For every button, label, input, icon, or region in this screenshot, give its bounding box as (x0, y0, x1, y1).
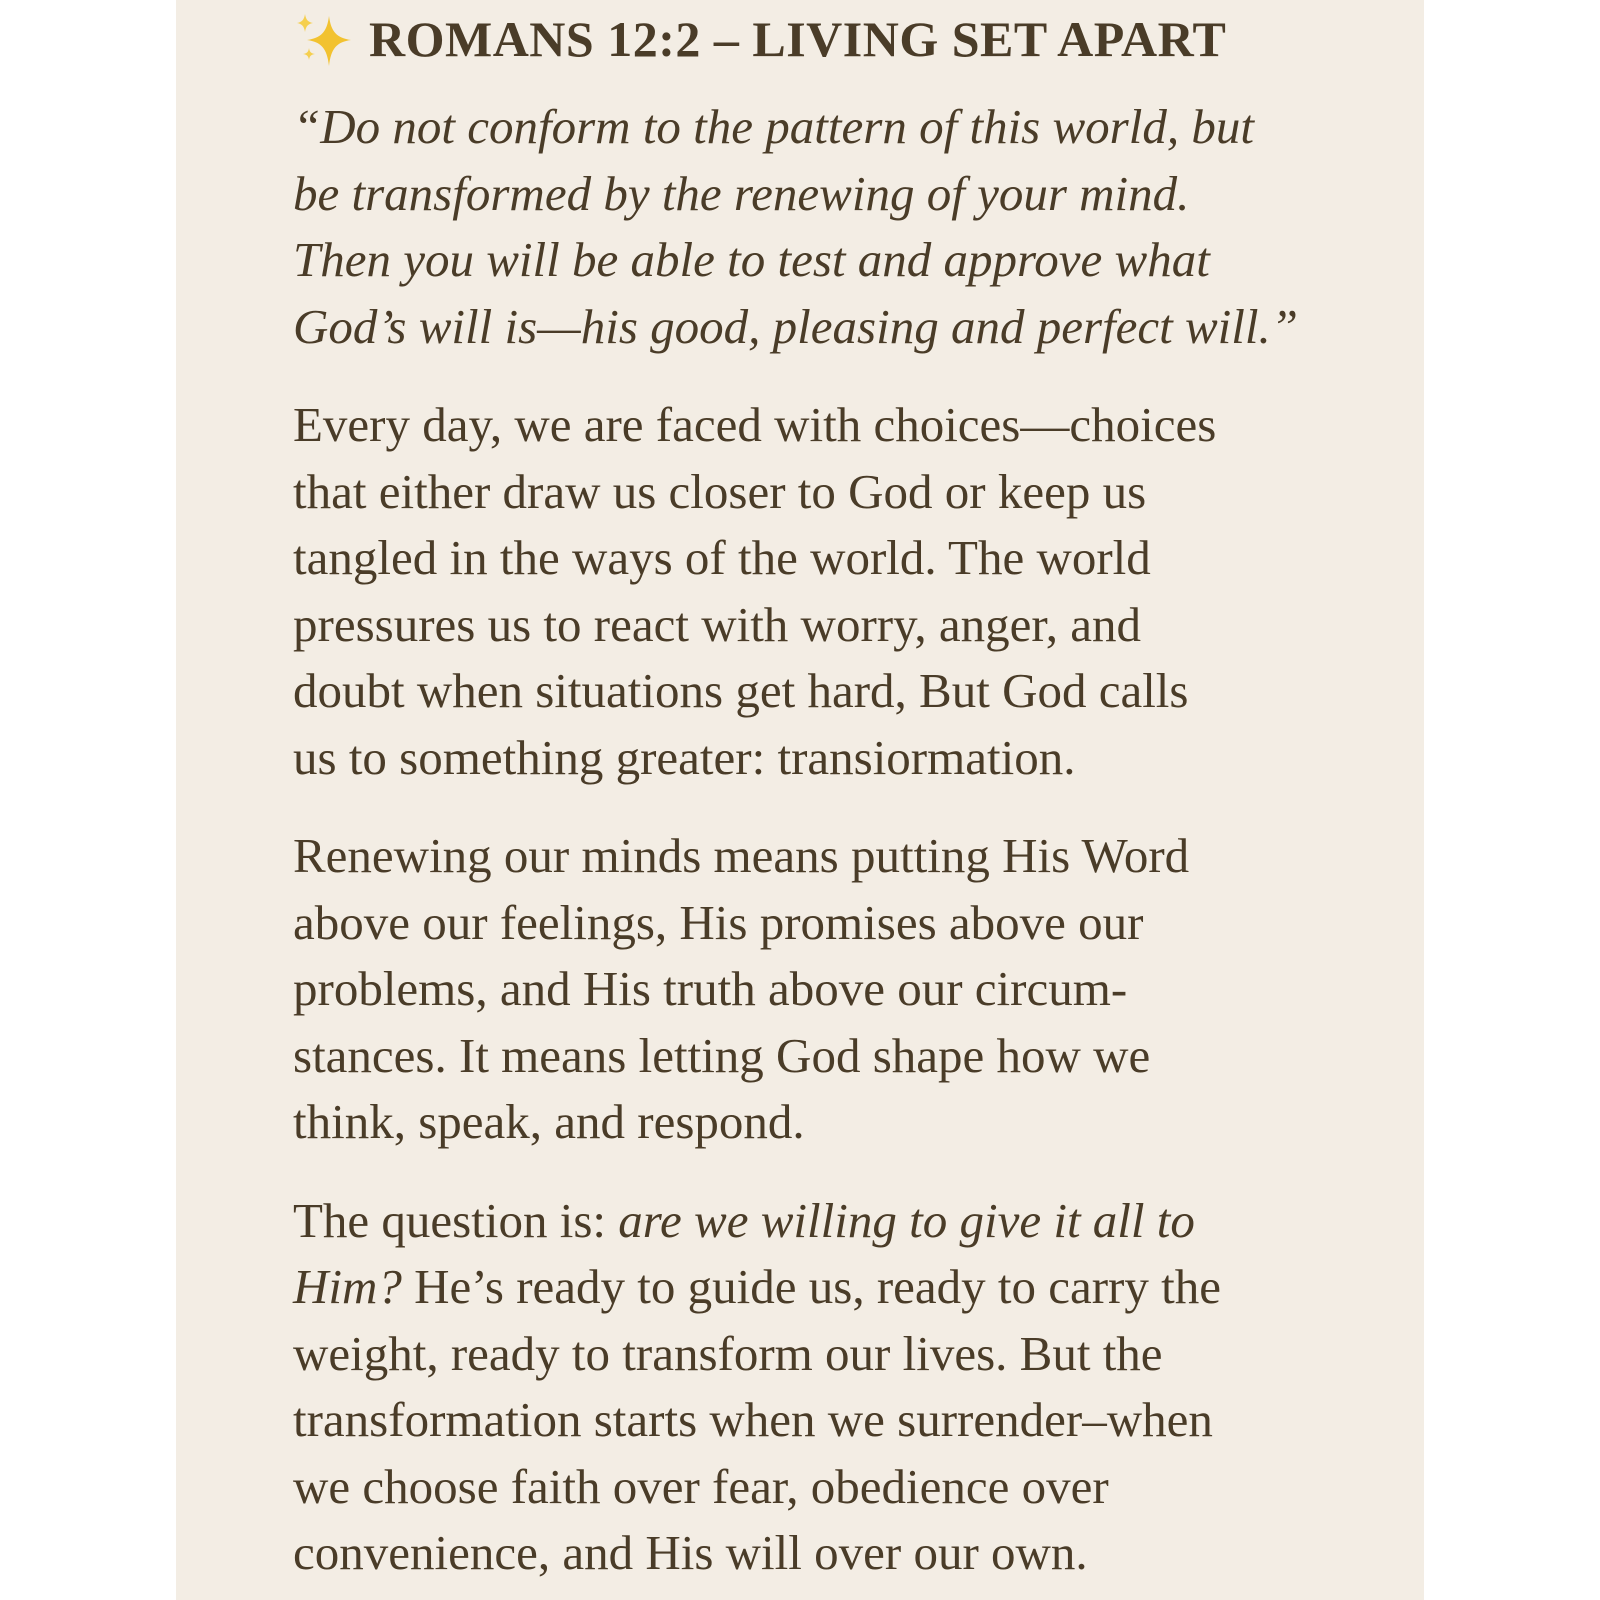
verse-line: be transformed by the renewing of your mind. (293, 165, 1190, 221)
paragraph-line: weight, ready to transform our lives. But the (293, 1325, 1163, 1381)
paragraph-line: Every day, we are faced with choices—choices (293, 397, 1217, 452)
paragraph-line: we choose faith over fear, obedience over (293, 1458, 1109, 1514)
paragraph-choices (293, 392, 1323, 791)
paragraph-line: Renewing our minds means putting His Word (293, 828, 1190, 883)
paragraph-line: pressures us to react with worry, anger, and (293, 596, 1142, 652)
devotional-page (176, 0, 1424, 1600)
paragraph-line: problems, and His truth above our circum- (293, 961, 1128, 1016)
paragraph-renewing (293, 823, 1323, 1156)
question-lead: The question is: (293, 1192, 619, 1248)
paragraph-line: convenience, and His will over our own. (293, 1525, 1088, 1580)
sparkles-icon (293, 8, 355, 70)
verse-line: “Do not conform to the pattern of this world, but (293, 99, 1254, 154)
paragraph-line (293, 1254, 1323, 1321)
heading (293, 8, 1323, 70)
paragraph-question (293, 1188, 1323, 1587)
verse-line: Then you will be able to test and approve what (293, 232, 1210, 287)
question-continuation: He’s ready to guide us, ready to carry the (401, 1259, 1221, 1314)
paragraph-line: us to something greater: transiormation. (293, 729, 1076, 785)
paragraph-line: that either draw us closer to God or keep us (293, 463, 1147, 519)
scripture-verse (293, 94, 1323, 360)
devotional-content (293, 8, 1323, 1600)
paragraph-line: doubt when situations get hard, But God calls (293, 663, 1189, 718)
question-emphasis: are we willing to give it all to (618, 1192, 1195, 1248)
paragraph-line: above our feelings, His promises above our (293, 894, 1144, 950)
verse-line: God’s will is—his good, pleasing and perfect will.” (293, 298, 1299, 354)
page-title: ROMANS 12:2 – LIVING SET APART (369, 11, 1227, 67)
question-emphasis-end: Him? (293, 1259, 402, 1314)
paragraph-line: tangled in the ways of the world. The world (293, 530, 1151, 585)
paragraph-line (293, 1188, 1323, 1255)
paragraph-line: transformation starts when we surrender–when (293, 1392, 1213, 1447)
paragraph-line: think, speak, and respond. (293, 1094, 805, 1149)
paragraph-line: stances. It means letting God shape how we (293, 1027, 1151, 1083)
